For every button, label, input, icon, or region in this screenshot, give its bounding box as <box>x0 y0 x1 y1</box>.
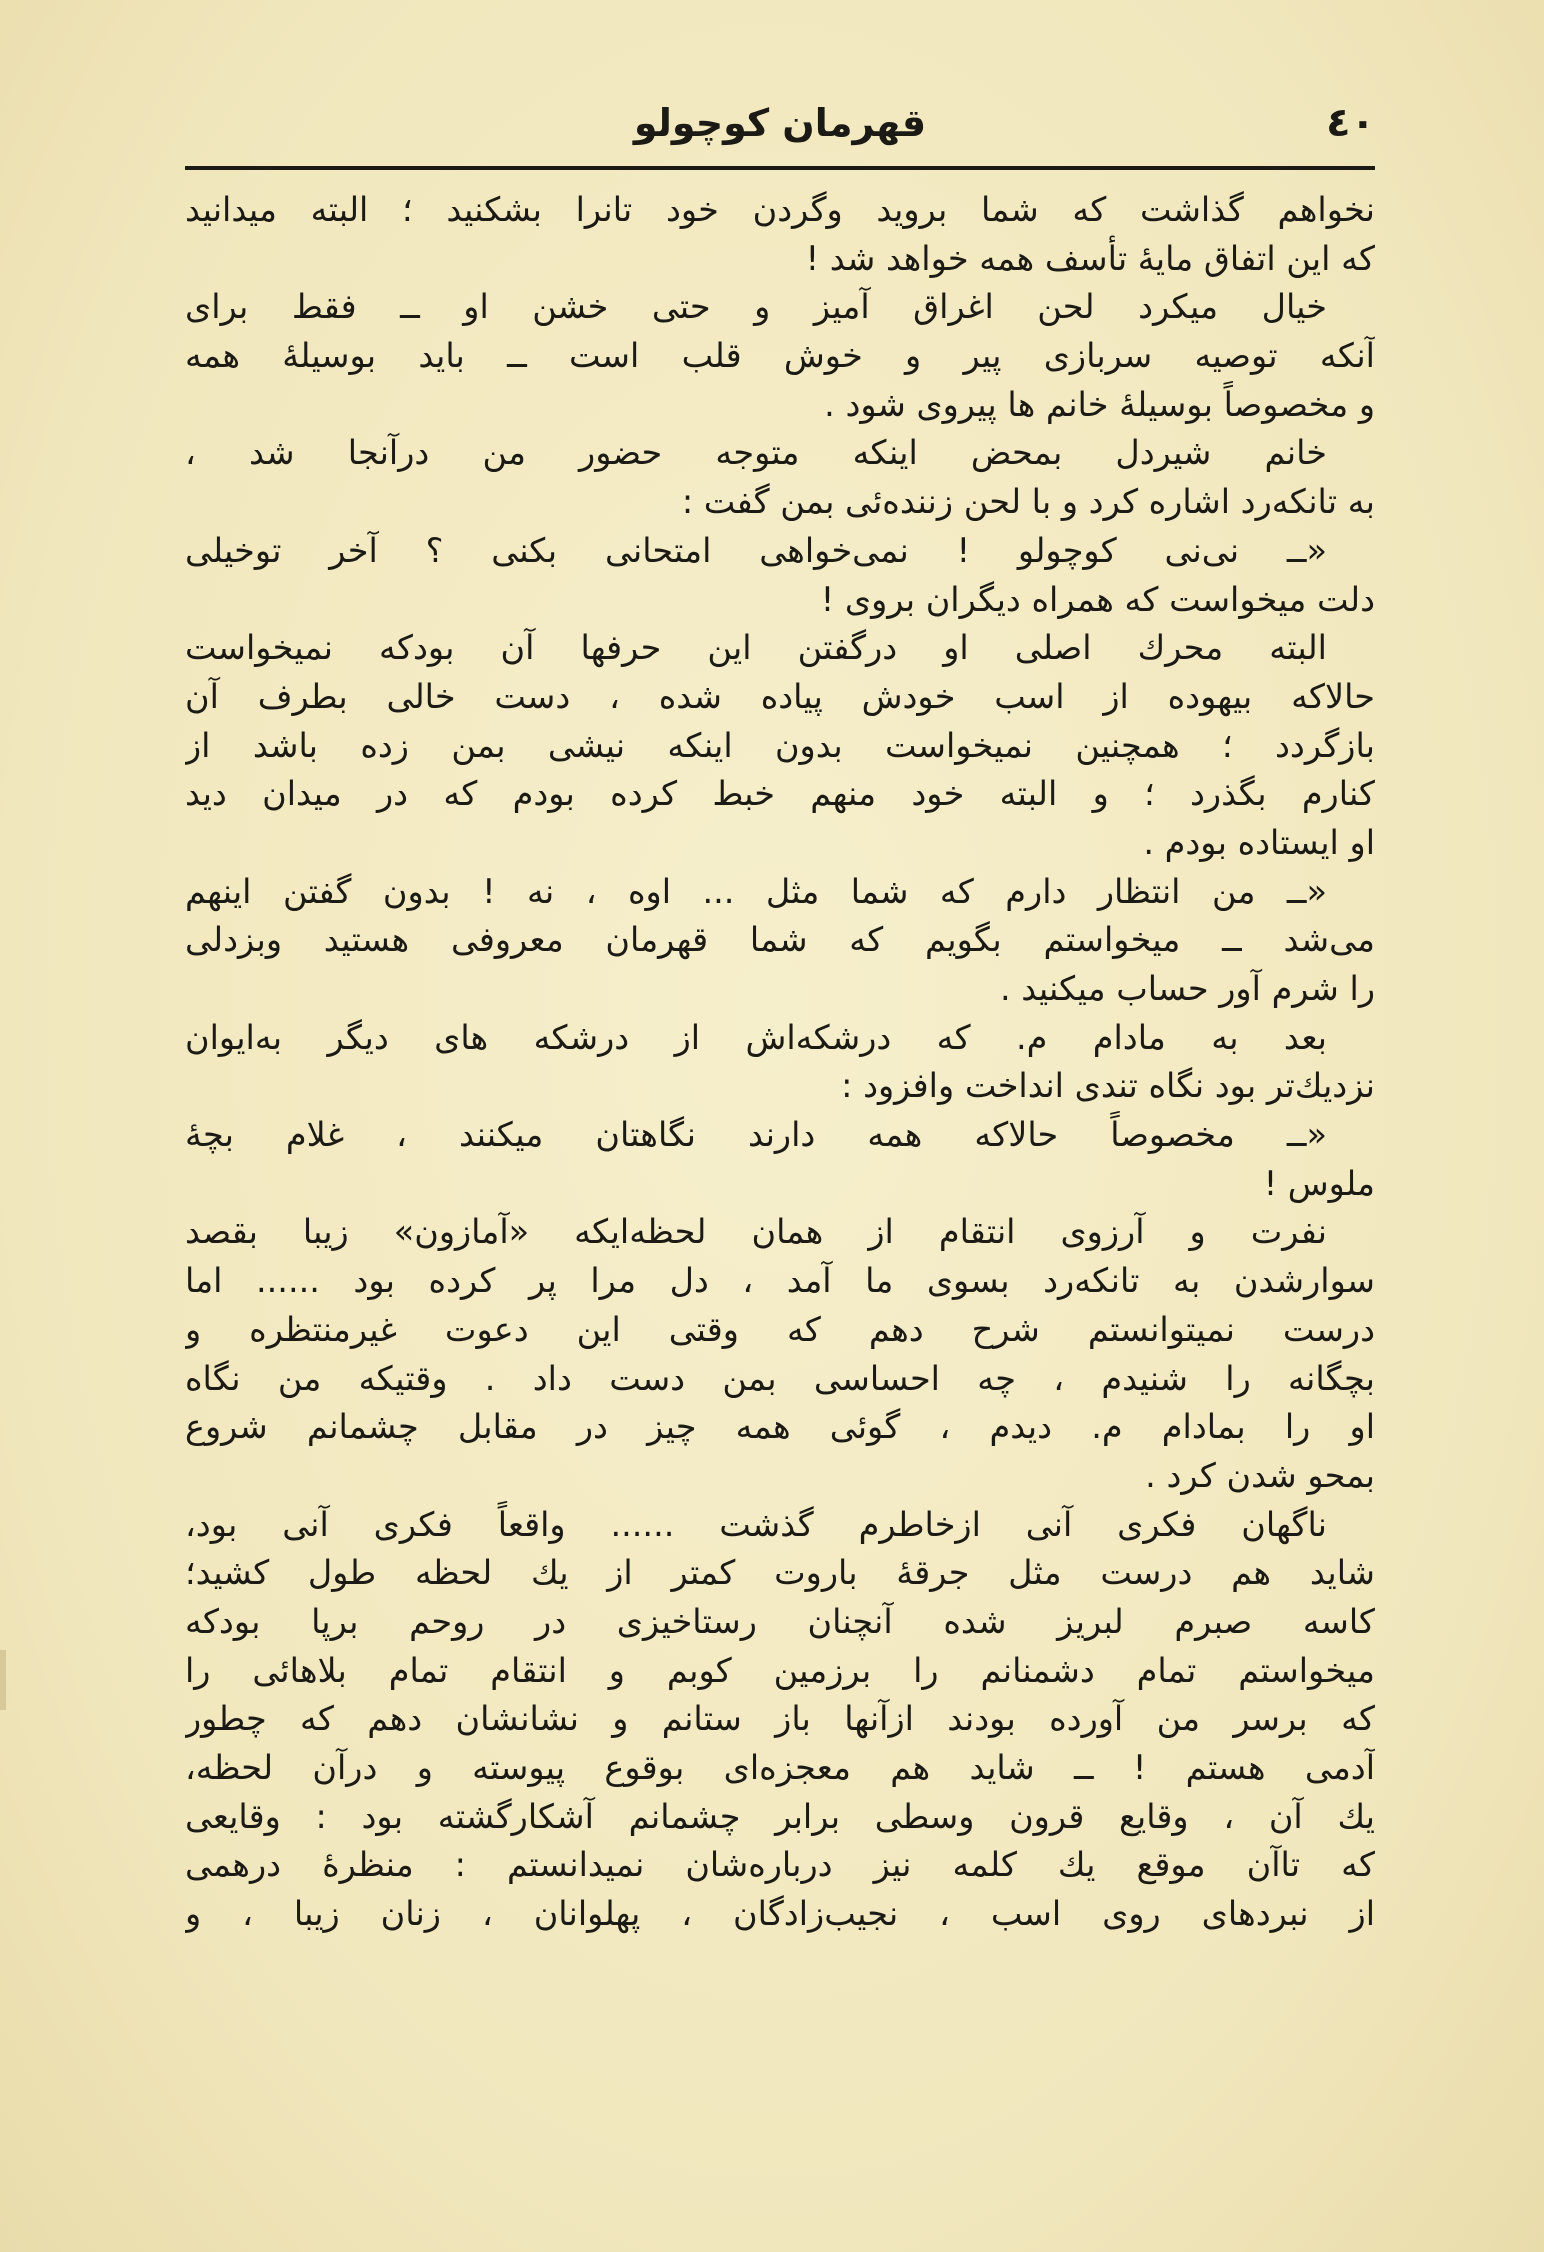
text-line: که این اتفاق مایهٔ تأسف همه خواهد شد ! <box>805 238 1375 278</box>
text-line: بچگانه را شنیدم ، چه احساسی بمن دست داد . وقتیکه من نگاه <box>185 1358 1375 1398</box>
text-line: که تاآن موقع یك کلمه نیز درباره‌شان نمیدانستم : منظرهٔ درهمی <box>185 1845 1375 1885</box>
text-line: میخواستم تمام دشمنانم را برزمین کوبم و انتقام تمام بلاهائی را <box>185 1650 1375 1690</box>
text-line: آدمی هستم ! ــ شاید هم معجزه‌ای بوقوع پیوسته و درآن لحظه، <box>185 1748 1375 1787</box>
text-line: که برسر من آورده بودند ازآنها باز ستانم و نشانشان دهم که چطور <box>185 1699 1375 1739</box>
text-line: «ــ مخصوصاً حالاکه همه دارند نگاهتان میکنند ، غلام بچهٔ <box>185 1115 1327 1155</box>
text-line: نزدیك‌تر بود نگاه تندی انداخت وافزود : <box>841 1066 1375 1106</box>
text-line: درست نمیتوانستم شرح دهم که وقتی این دعوت غیرمنتظره و <box>185 1309 1375 1349</box>
text-line: حالاکه بیهوده از اسب خودش پیاده شده ، دست خالی بطرف آن <box>185 676 1375 716</box>
page-header <box>185 92 1375 164</box>
text-line: ملوس ! <box>1263 1163 1375 1203</box>
text-line: ناگهان فکری آنی ازخاطرم گذشت ...... واقعاً فکری آنی بود، <box>185 1504 1327 1544</box>
text-line: نخواهم گذاشت که شما بروید وگردن خود تانرا بشکنید ؛ البته میدانید <box>185 190 1375 229</box>
text-line: به تانکه‌رد اشاره کرد و با لحن زننده‌ئی بمن گفت : <box>681 482 1375 522</box>
text-line: و مخصوصاً بوسیلهٔ خانم ها پیروی شود . <box>824 384 1375 424</box>
text-line: بازگردد ؛ همچنین نمیخواست بدون اینکه نیشی بمن زده باشد از <box>185 725 1375 765</box>
body-text <box>185 186 1375 1939</box>
text-line: دلت میخواست که همراه دیگران بروی ! <box>820 579 1375 619</box>
text-line: آنکه توصیه سربازی پیر و خوش قلب است ــ باید بوسیلهٔ همه <box>185 336 1375 376</box>
text-line: بعد به مادام م. که درشکه‌اش از درشکه های دیگر به‌ایوان <box>185 1017 1327 1057</box>
text-line: «ــ نی‌نی کوچولو ! نمی‌خواهی امتحانی بکنی ؟ آخر توخیلی <box>185 530 1327 570</box>
header-rule <box>185 166 1375 170</box>
scan-edge-mark <box>0 1650 6 1710</box>
text-line: می‌شد ــ میخواستم بگویم که شما قهرمان معروفی هستید وبزدلی <box>185 920 1375 960</box>
page-number: ٤٠ <box>1326 100 1375 146</box>
text-line: او را بمادام م. دیدم ، گوئی همه چیز در مقابل چشمانم شروع <box>185 1407 1375 1447</box>
text-line: از نبردهای روی اسب ، نجیب‌زادگان ، پهلوانان ، زنان زیبا ، و <box>185 1894 1375 1934</box>
text-line: شاید هم درست مثل جرقهٔ باروت کمتر از یك لحظه طول کشید؛ <box>185 1553 1375 1593</box>
running-title: قهرمان کوچولو <box>633 101 927 145</box>
text-line: خانم شیردل بمحض اینکه متوجه حضور من درآنجا شد ، <box>185 433 1327 473</box>
text-line: سوارشدن به تانکه‌رد بسوی ما آمد ، دل مرا پر کرده بود ...... اما <box>185 1261 1375 1301</box>
text-line: کنارم بگذرد ؛ و البته خود منهم خبط کرده بودم که در میدان دید <box>185 774 1375 814</box>
text-line: البته محرك اصلی او درگفتن این حرفها آن بودکه نمیخواست <box>185 628 1327 668</box>
text-line: را شرم آور حساب میکنید . <box>999 969 1375 1008</box>
text-line: او ایستاده بودم . <box>1143 822 1375 862</box>
text-line: «ــ من انتظار دارم که شما مثل ... اوه ، نه ! بدون گفتن اینهم <box>185 871 1327 911</box>
text-line: یك آن ، وقایع قرون وسطی برابر چشمانم آشکارگشته بود : وقایعی <box>185 1796 1375 1836</box>
text-line: نفرت و آرزوی انتقام از همان لحظه‌ایکه «آمازون» زیبا بقصد <box>185 1212 1327 1252</box>
text-line: کاسه صبرم لبریز شده آنچنان رستاخیزی در روحم برپا بودکه <box>185 1601 1375 1641</box>
text-line: خیال میکرد لحن اغراق آمیز و حتی خشن او ــ فقط برای <box>185 287 1327 327</box>
text-line: بمحو شدن کرد . <box>1145 1455 1375 1495</box>
